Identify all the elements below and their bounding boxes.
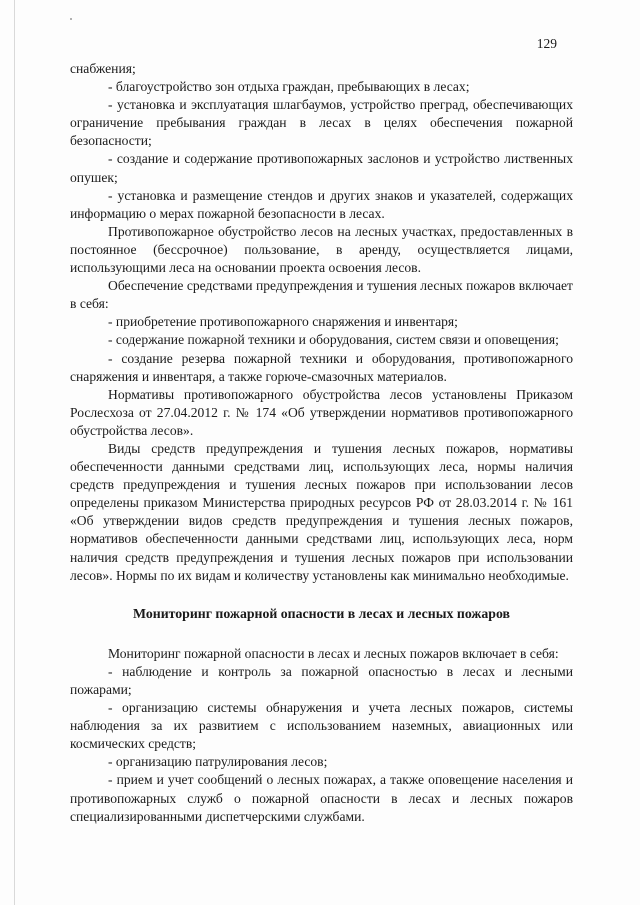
list-item: - установка и размещение стендов и других знаков и указателей, содержащих информацию о мерах пожарной безопасности в лесах. xyxy=(70,187,573,221)
list-item: - приобретение противопожарного снаряжения и инвентаря; xyxy=(108,314,458,330)
list-item: - установка и эксплуатация шлагбаумов, устройство преград, обеспечивающих ограничение пребывания граждан в лесах в целях обеспечения пожарной безопасности; xyxy=(70,97,573,149)
paragraph: Виды средств предупреждения и тушения лесных пожаров, нормативы обеспеченности данными средствами лиц, использующих леса, нормы наличия средств предупреждения и тушения лесных пожаров при использовании лесов определены приказом Министерства природных ресурсов РФ от 28.03.2014 г. № 161 «Об утверждении видов средств предупреждения и тушения лесных пожаров, нормативов обеспеченности данными средствами лиц, использующих леса, норм наличия средств предупреждения и тушения лесных пожаров при использовании лесов». Нормы по их видам и количеству установлены как минимально необходимые. xyxy=(70,440,573,583)
paragraph: Мониторинг пожарной опасности в лесах и лесных пожаров включает в себя: xyxy=(108,645,559,661)
paragraph: Нормативы противопожарного обустройства лесов установлены Приказом Рослесхоза от 27.04.2012 г. № 174 «Об утверждении нормативов противопожарного обустройства лесов». xyxy=(70,386,573,438)
scan-speck xyxy=(70,18,72,20)
scan-edge-line xyxy=(14,0,15,905)
paragraph: Противопожарное обустройство лесов на лесных участках, предоставленных в постоянное (бессрочное) пользование, в аренду, осуществляется лицами, использующими леса на основании проекта освоения лесов. xyxy=(70,223,573,276)
list-item: - организацию системы обнаружения и учета лесных пожаров, системы наблюдения за их развитием с использованием наземных, авиационных или космических средств; xyxy=(70,700,573,752)
body-text xyxy=(70,60,573,826)
list-item: - создание и содержание противопожарных заслонов и устройство лиственных опушек; xyxy=(70,151,573,185)
list-item: - благоустройство зон отдыха граждан, пребывающих в лесах; xyxy=(108,79,470,95)
list-item: - содержание пожарной техники и оборудования, систем связи и оповещения; xyxy=(108,332,559,348)
list-item: - прием и учет сообщений о лесных пожарах, а также оповещение населения и противопожарных служб о пожарной опасности в лесах и лесных пожаров специализированными диспетчерскими службами. xyxy=(70,772,573,824)
list-item: - создание резерва пожарной техники и оборудования, противопожарного снаряжения и инвентаря, а также горюче-смазочных материалов. xyxy=(70,350,573,384)
paragraph: снабжения; xyxy=(70,61,136,76)
page-number: 129 xyxy=(536,36,557,51)
list-item: - наблюдение и контроль за пожарной опасностью в лесах и лесными пожарами; xyxy=(70,663,573,697)
section-heading: Мониторинг пожарной опасности в лесах и лесных пожаров xyxy=(133,605,510,621)
list-item: - организацию патрулирования лесов; xyxy=(108,754,328,770)
paragraph: Обеспечение средствами предупреждения и тушения лесных пожаров включает в себя: xyxy=(70,278,573,312)
